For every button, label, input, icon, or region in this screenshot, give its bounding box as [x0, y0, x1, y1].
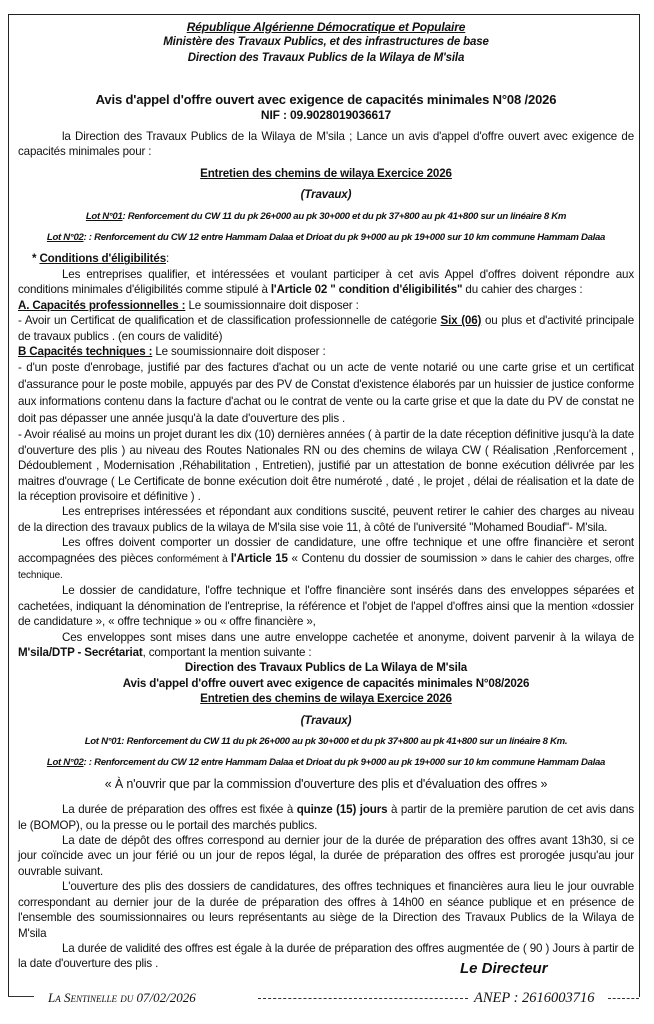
mention-works-type: (Travaux)	[300, 713, 352, 727]
footer-rule-corner	[8, 989, 9, 996]
footer-rule-left	[8, 996, 34, 998]
professional-capacities: A. Capacités professionnelles : Le soumissionnaire doit disposer :	[18, 298, 359, 312]
lot-1-text: : Renforcement du CW 11 du pk 26+000 au pk 30+000 et du pk 37+800 au pk 41+800 sur un linéaire 8 Km	[122, 210, 567, 222]
mention-direction: Direction des Travaux Publics de La Wilaya de M'sila	[184, 661, 468, 675]
offers-paragraph: Les offres doivent comporter un dossier de candidature, une offre technique et une offre financière et seront accompagnées des pièces conformément à l'Article 15 « Contenu du dossier de soumission » dans le cahier des charges, offre technique.	[18, 536, 634, 581]
notice-title: Avis d'appel d'offre ouvert avec exigence de capacités minimales N°08 /2026	[95, 92, 557, 108]
lot-2	[18, 230, 634, 245]
anep-reference: ANEP : 2616003716	[474, 990, 595, 1006]
tender-notice	[18, 20, 634, 972]
ministry-heading: Ministère des Travaux Publics, et des infrastructures de base	[163, 36, 489, 49]
subject-heading: Entretien des chemins de wilaya Exercice 2026	[200, 166, 452, 180]
nif-number: NIF : 09.9028019036617	[260, 107, 392, 122]
mention-lot-2: Lot N°02: : Renforcement du CW 12 entre Hammam Dalaa et Drioat du pk 9+000 au pk 19+000 sur 10 km commune Hammam Dalaa	[46, 757, 606, 769]
lot-1	[18, 209, 634, 224]
deposit-date: La date de dépôt des offres correspond au dernier jour de la durée de préparation des offres avant 13h30, si ce jour coïncide avec un jour férié ou un jour de repos légal, la durée de préparation des offres est prorogée jusqu'au jour ouvrable suivant.	[18, 834, 634, 878]
lot-2-text: : : Renforcement du CW 12 entre Hammam Dalaa et Drioat du pk 9+000 au pk 19+000 sur 10 km commune Hammam Dalaa	[83, 232, 606, 244]
footer	[0, 990, 654, 1020]
footer-rule-right	[608, 998, 639, 1000]
outer-envelope-paragraph: Ces enveloppes sont mises dans une autre enveloppe cachetée et anonyme, doivent parvenir à la wilaya de M'sila/DTP - Secrétariat, comportant la mention suivante :	[18, 630, 634, 659]
technical-requirement-2: - Avoir réalisé au moins un projet durant les dix (10) dernières années ( à partir de la date réception définitive jusqu'à la date d'ouverture des plis ) au niveau des Routes Nationales RN ou des chemins de wilaya CW ( Réalisation ,Renforcement , Dédoublement , Modernisation ,Réhabilitation , Entretien), justifié par un attestation de bonne exécution délivrée par les maitres d'ouvrage ( Le Certificate de bonne exécution doit être numéroté , daté , le projet , délai de réalisation et la date de la réception provisoire et définitive ) .	[18, 428, 635, 503]
intro-paragraph: la Direction des Travaux Publics de la Wilaya de M'sila ; Lance un avis d'appel d'offre ouvert avec exigence de capacités minimales pour :	[18, 130, 634, 159]
envelopes-paragraph: Le dossier de candidature, l'offre technique et l'offre financière sont insérés dans des enveloppes séparées et cachetées, indiquant la dénomination de l'entreprise, la référence et l'objet de l'appel d'offres ainsi que la mention «dossier de candidature », « offre technique » ou « offre financière »,	[18, 584, 634, 629]
validity-period: La durée de validité des offres est égale à la durée de préparation des offres augmentée de ( 90 ) Jours à partir de la date d'ouverture des plis .	[18, 941, 634, 971]
retrieval-paragraph: Les entreprises intéressées et répondant aux conditions suscité, peuvent retirer le cahier des charges au niveau de la direction des travaux publics de la wilaya de M'sila sise voie 11, à côté de l'université "Mohamed Boudiaf"- M'sila.	[18, 505, 634, 534]
signature: Le Directeur	[460, 960, 548, 977]
mention-subject: Entretien des chemins de wilaya Exercice 2026	[200, 692, 452, 706]
lot-1-label: Lot N°01	[85, 210, 123, 222]
technical-requirement-1: - d'un poste d'enrobage, justifié par des factures d'achat ou un acte de vente notarié ou une carte grise et un certificat d'assurance pour le poste mobile, appuyés par des PV de Constat d'existence élaborés par un huissier de justice conforme aux informations contenu dans la facture d'achat ou le contrat de vente ou la carte grise et que la date du PV de constat ne doit pas dépasser une année jusqu'à la date d'ouverture des plis .	[18, 361, 634, 426]
newspaper-credit: La Sentinelle du 07/02/2026	[48, 990, 196, 1005]
mention-title: Avis d'appel d'offre ouvert avec exigence de capacités minimales N°08/2026	[122, 676, 530, 690]
preparation-duration: La durée de préparation des offres est fixée à quinze (15) jours à partir de la première parution de cet avis dans le (BOMOP), ou la presse ou le portail des marchés publics.	[18, 803, 634, 832]
eligibility-heading: * Conditions d'éligibilités:	[32, 252, 170, 266]
mention-lot-1: Lot N°01: Renforcement du CW 11 du pk 26+000 au pk 30+000 et du pk 37+800 au pk 41+800 sur un linéaire 8 Km.	[84, 736, 568, 748]
technical-capacities: B Capacités techniques : Le soumissionnaire doit disposer :	[18, 344, 326, 358]
works-type: (Travaux)	[300, 188, 352, 202]
lot-2-label: Lot N°02	[46, 232, 84, 244]
eligibility-intro: Les entreprises qualifier, et intéressées et voulant participer à cet avis Appel d'offres doivent répondre aux conditions minimales d'éligibilités comme stipulé à l'Article 02 " condition d'éligibilités" du cahier des charges :	[18, 267, 634, 297]
do-not-open-warning: « À n'ouvrir que par la commission d'ouverture des plis et d'évaluation des offres »	[104, 776, 548, 791]
opening-session: L'ouverture des plis des dossiers de candidatures, des offres techniques et financières aura lieu le jour ouvrable correspondant au dernier jour de la durée de préparation des offres à 14h00 en séance publique et en présence de l'ensemble des soumissionnaires ou leurs représentants au siège de la Direction des Travaux Publics de la Wilaya de M'sila	[18, 880, 634, 940]
direction-heading: Direction des Travaux Publics de la Wilaya de M'sila	[187, 51, 465, 64]
bullet-icon: *	[32, 252, 37, 266]
professional-requirement: - Avoir un Certificat de qualification et de classification professionnelle de catégorie Six (06) ou plus et d'activité principale de travaux publics . (en cours de validité)	[18, 314, 635, 343]
footer-rule-middle	[258, 998, 468, 1000]
republic-heading: République Algérienne Démocratique et Populaire	[186, 20, 466, 34]
